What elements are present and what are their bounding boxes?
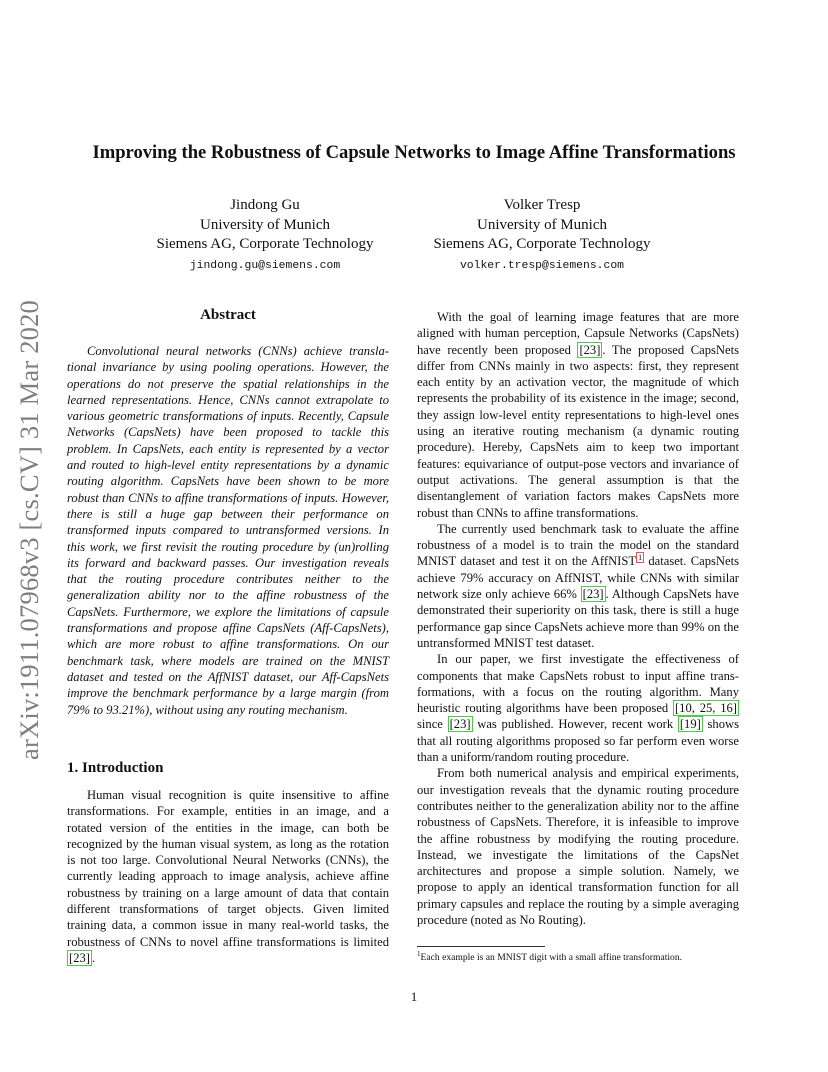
author-email: volker.tresp@siemens.com — [459, 259, 625, 272]
footnote-mark: 1 — [417, 950, 421, 958]
paragraph-text: . Although CapsNets have demonstrated their superiority on this task, there is still a huge performance gap since CapsNets achieve more than 99% on the untransformed MNIST test dataset. — [417, 587, 739, 650]
paragraph-text: since — [417, 717, 448, 732]
paper-title: Improving the Robustness of Capsule Networks to Image Affine Transformations — [92, 142, 736, 163]
introduction-text — [67, 787, 389, 966]
paragraph — [67, 787, 389, 966]
citation-link[interactable]: [23] — [582, 587, 604, 602]
author-name: Volker Tresp — [503, 197, 581, 213]
paragraph-text: dataset. CapsNets achieve 79% accuracy on AffNIST, while CNNs with similar network size only achieve 66% — [417, 554, 740, 602]
section-heading-introduction: 1. Introduction — [67, 760, 164, 776]
author-affiliation: University of Munich — [200, 216, 330, 233]
paragraph — [417, 309, 739, 521]
author-name: Jindong Gu — [230, 197, 300, 213]
abstract-paragraph: Convolutional neural networks (CNNs) achieve translational invariance by using pooling operations. However, the operations do not preserve the spatial relationships in the learned representations. Hence, CNNs cannot extrapolate to various geometric transformations of inputs. Recently, Capsule Networks (CapsNets) have been proposed to tackle this problem. In CapsNets, each entity is represented by a vector and routed to high-level entity representations by a dynamic routing algorithm. CapsNets have been shown to be more robust than CNNs to affine transformations of inputs. However, there is still a huge gap between their performance on transformed inputs compared to untransformed versions. In this work, we first revisit the routing procedure by (un)rolling its forward and backward passes. Our investigation reveals that the routing procedure contributes neither to the generalization ability nor to the affine robustness of the CapsNets. Furthermore, we explore the limitations of capsule transformations and propose affine CapsNets (Aff-CapsNets), which are more robust to affine transformations. On our benchmark task, where models are trained on the MNIST dataset and tested on the AffNIST dataset, our Aff-CapsNets improve the benchmark performance by a large margin (from 79% to 93.21%), without using any routing mechanism. — [67, 344, 389, 717]
right-column-text — [417, 309, 739, 928]
citation-link[interactable]: [23] — [579, 342, 601, 357]
author-email: jindong.gu@siemens.com — [189, 259, 341, 272]
citation-link[interactable]: [10, 25, 16] — [674, 701, 738, 716]
author-affiliation: Siemens AG, Corporate Technology — [433, 236, 651, 252]
footnote — [417, 951, 747, 964]
paragraph — [417, 521, 739, 651]
paragraph-text: was published. However, recent work — [472, 717, 678, 732]
paragraph-text: With the goal of learning image features that are more aligned with human perception, Capsule Networks (CapsNets) have recently been proposed — [417, 310, 739, 357]
paragraph-text: shows that all routing algorithms proposed so far perform even worse than a uniform/random routing procedure. — [417, 717, 740, 765]
paragraph — [417, 651, 739, 765]
abstract-heading: Abstract — [200, 307, 256, 323]
footnote-link[interactable]: 1 — [638, 553, 643, 563]
paragraph-text: . The proposed CapsNets differ from CNNs mainly in two aspects: first, they represent each entity by an activation vector, the magnitude of which represents the probability of its existence in the image; second, they assign low-level entity representations to high-level ones using an iterative routing mechanism (a dynamic routing procedure). Hereby, CapsNets aim to keep two important features: equivariance of output-pose vectors and invariance of output activations. The general assumption is that the disentanglement of variation factors makes CapsNets more robust than CNNs to affine transformations. — [417, 342, 739, 520]
paragraph: From both numerical analysis and empirical experiments, our investigation reveals that the dynamic routing procedure contributes neither to the generalization ability nor to the affine robustness of CapsNets. Therefore, it is infeasible to improve the affine robustness by modifying the routing procedure. Instead, we investigate the limitations of the CapsNet architectures and propose a simple solution. Namely, we propose to apply an identical transformation function for all primary capsules and replace the routing by a simple averaging procedure (noted as No Routing). — [417, 766, 739, 927]
citation-link[interactable]: [23] — [69, 950, 90, 965]
author-block-2 — [402, 196, 682, 277]
author-affiliation: University of Munich — [477, 216, 607, 233]
paragraph-text: The currently used benchmark task to evaluate the affine robustness of a model is to train the model on the standard MNIST dataset and test it on the AffNIST — [417, 521, 739, 569]
author-affiliation: Siemens AG, Corporate Technology — [156, 236, 374, 252]
citation-link[interactable]: [23] — [449, 717, 471, 732]
author-block-1 — [125, 196, 405, 277]
paragraph-text: In our paper, we first investigate the effectiveness of components that make CapsNets robust to input affine transformations, with a focus on the routing algorithm. Many heuristic routing algorithms have been proposed — [417, 652, 739, 716]
abstract-text — [67, 343, 389, 718]
paragraph-text: . — [91, 950, 96, 965]
citation-link[interactable]: [19] — [679, 717, 701, 732]
page-number: 1 — [410, 990, 418, 1004]
paragraph-text: Human visual recognition is quite insensitive to affine transformations. For example, entities in an image, and a rotated version of the entities in the image, can both be recognized by the human visual system, as long as the rotation is not too large. Convolutional Neural Networks (CNNs), the currently leading approach to image analysis, achieve affine robustness by training on a large amount of data that contain different transformations of target objects. Given limited training data, a common issue in many real-world tasks, the robustness of CNNs to novel affine transformations is limited — [67, 788, 389, 949]
footnote-divider — [417, 946, 545, 947]
footnote-text: Each example is an MNIST digit with a small affine transformation. — [420, 952, 683, 964]
arxiv-identifier: arXiv:1911.07968v3 [cs.CV] 31 Mar 2020 — [14, 299, 44, 760]
